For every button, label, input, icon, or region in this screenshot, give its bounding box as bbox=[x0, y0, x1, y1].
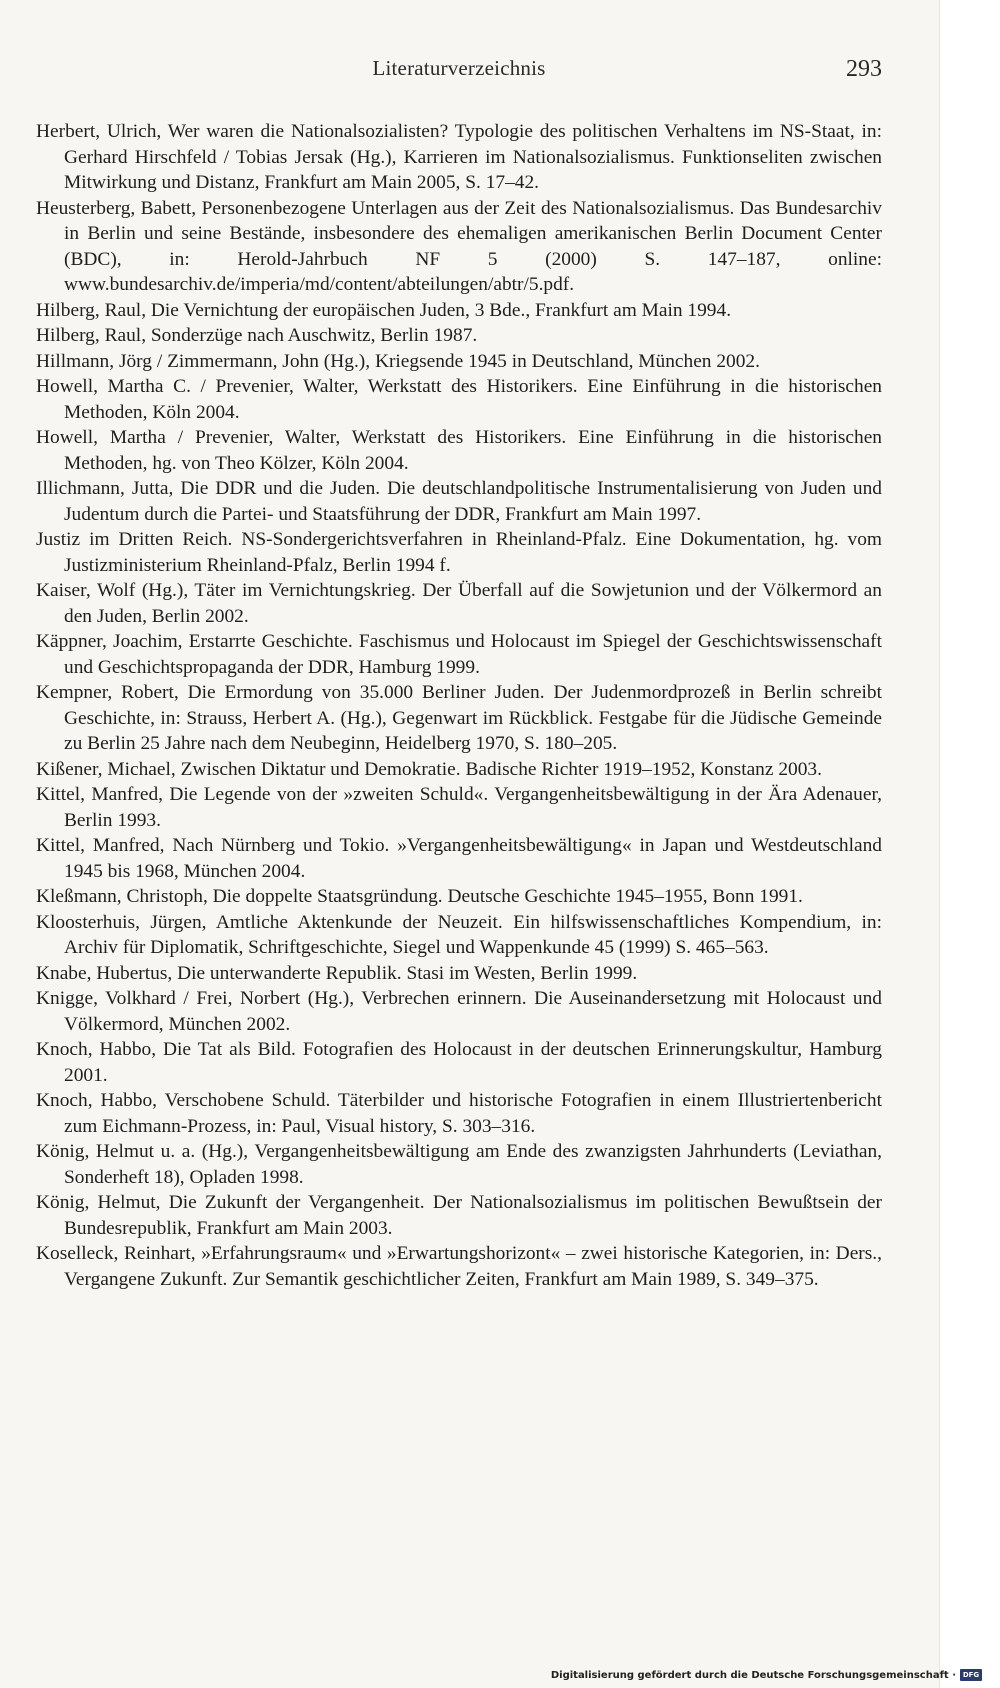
bibliography-entry: Hilberg, Raul, Die Vernichtung der europäischen Juden, 3 Bde., Frankfurt am Main 1994. bbox=[36, 299, 732, 321]
bibliography-entry: Kloosterhuis, Jürgen, Amtliche Aktenkunde der Neuzeit. Ein hilfswissenschaftliches Kompendium, in: Archiv für Diplomatik, Schriftgeschichte, Siegel und Wappenkunde 45 (1999) S. 465–563. bbox=[36, 911, 882, 958]
bibliography-entry: Kißener, Michael, Zwischen Diktatur und Demokratie. Badische Richter 1919–1952, Konstanz 2003. bbox=[36, 758, 822, 780]
bibliography-entry: Heusterberg, Babett, Personenbezogene Unterlagen aus der Zeit des Nationalsozialismus. Das Bundesarchiv in Berlin und seine Bestände, insbesondere des ehemaligen amerikanischen Berlin Document Center (BDC), in: Herold-Jahrbuch NF 5 (2000) S. 147–187, online: www.bundesarchiv.de/imperia/md/content/abteilungen/abtr/5.pdf. bbox=[36, 197, 882, 295]
bibliography-entry: Knoch, Habbo, Die Tat als Bild. Fotografien des Holocaust in der deutschen Erinnerungskultur, Hamburg 2001. bbox=[36, 1039, 882, 1086]
bibliography-entry: Koselleck, Reinhart, »Erfahrungsraum« und »Erwartungshorizont« – zwei historische Kategorien, in: Ders., Vergangene Zukunft. Zur Semantik geschichtlicher Zeiten, Frankfurt am Main 1989, S. 349–375. bbox=[36, 1243, 882, 1290]
bibliography-entry: Hillmann, Jörg / Zimmermann, John (Hg.), Kriegsende 1945 in Deutschland, München 2002. bbox=[36, 350, 760, 372]
footer-text: Digitalisierung gefördert durch die Deutsche Forschungsgemeinschaft · bbox=[550, 1669, 956, 1681]
bibliography-entry: Illichmann, Jutta, Die DDR und die Juden. Die deutschlandpolitische Instrumentalisierung von Juden und Judentum durch die Partei- und Staatsführung der DDR, Frankfurt am Main 1997. bbox=[36, 478, 882, 525]
bibliography-entry: Kittel, Manfred, Die Legende von der »zweiten Schuld«. Vergangenheitsbewältigung in der Ära Adenauer, Berlin 1993. bbox=[36, 784, 882, 831]
dfg-logo-icon: DFG bbox=[960, 1669, 982, 1681]
bibliography-entry: Herbert, Ulrich, Wer waren die Nationalsozialisten? Typologie des politischen Verhaltens im NS-Staat, in: Gerhard Hirschfeld / Tobias Jersak (Hg.), Karrieren im Nationalsozialismus. Funktionseliten zwischen Mitwirkung und Distanz, Frankfurt am Main 2005, S. 17–42. bbox=[36, 121, 882, 193]
bibliography-entry: Kempner, Robert, Die Ermordung von 35.000 Berliner Juden. Der Judenmordprozeß in Berlin schreibt Geschichte, in: Strauss, Herbert A. (Hg.), Gegenwart im Rückblick. Festgabe für die Jüdische Gemeinde zu Berlin 25 Jahre nach dem Neubeginn, Heidelberg 1970, S. 180–205. bbox=[36, 682, 882, 754]
bibliography-entry: König, Helmut, Die Zukunft der Vergangenheit. Der Nationalsozialismus im politischen Bewußtsein der Bundesrepublik, Frankfurt am Main 2003. bbox=[36, 1192, 882, 1239]
bibliography-entry: Kittel, Manfred, Nach Nürnberg und Tokio. »Vergangenheitsbewältigung« in Japan und Westdeutschland 1945 bis 1968, München 2004. bbox=[36, 835, 882, 882]
bibliography-entry: Knoch, Habbo, Verschobene Schuld. Täterbilder und historische Fotografien in einem Illustriertenbericht zum Eichmann-Prozess, in: Paul, Visual history, S. 303–316. bbox=[36, 1090, 882, 1137]
running-head: Literaturverzeichnis bbox=[372, 56, 546, 80]
page-number: 293 bbox=[846, 56, 882, 82]
bibliography-entry: Käppner, Joachim, Erstarrte Geschichte. Faschismus und Holocaust im Spiegel der Geschichtswissenschaft und Geschichtspropaganda der DDR, Hamburg 1999. bbox=[36, 631, 882, 678]
bibliography-entry: Kleßmann, Christoph, Die doppelte Staatsgründung. Deutsche Geschichte 1945–1955, Bonn 1991. bbox=[36, 886, 803, 907]
bibliography-entry: Howell, Martha / Prevenier, Walter, Werkstatt des Historikers. Eine Einführung in die historischen Methoden, hg. von Theo Kölzer, Köln 2004. bbox=[36, 427, 882, 474]
bibliography-entry: Knigge, Volkhard / Frei, Norbert (Hg.), Verbrechen erinnern. Die Auseinandersetzung mit Holocaust und Völkermord, München 2002. bbox=[36, 988, 882, 1035]
scan-margin bbox=[940, 0, 1000, 1688]
bibliography-entry: Hilberg, Raul, Sonderzüge nach Auschwitz, Berlin 1987. bbox=[36, 325, 478, 346]
bibliography-entry: Kaiser, Wolf (Hg.), Täter im Vernichtungskrieg. Der Überfall auf die Sowjetunion und der Völkermord an den Juden, Berlin 2002. bbox=[36, 580, 882, 627]
page-header bbox=[36, 56, 882, 90]
bibliography-entry: König, Helmut u. a. (Hg.), Vergangenheitsbewältigung am Ende des zwanzigsten Jahrhunderts (Leviathan, Sonderheft 18), Opladen 1998. bbox=[36, 1141, 882, 1188]
bibliography-entry: Howell, Martha C. / Prevenier, Walter, Werkstatt des Historikers. Eine Einführung in die historischen Methoden, Köln 2004. bbox=[36, 376, 882, 423]
bibliography-entry: Knabe, Hubertus, Die unterwanderte Republik. Stasi im Westen, Berlin 1999. bbox=[36, 962, 638, 984]
digitization-footer bbox=[551, 1669, 982, 1681]
bibliography-entry: Justiz im Dritten Reich. NS-Sondergerichtsverfahren in Rheinland-Pfalz. Eine Dokumentation, hg. vom Justizministerium Rheinland-Pfalz, Berlin 1994 f. bbox=[36, 529, 882, 576]
bibliography-list bbox=[36, 119, 882, 1292]
